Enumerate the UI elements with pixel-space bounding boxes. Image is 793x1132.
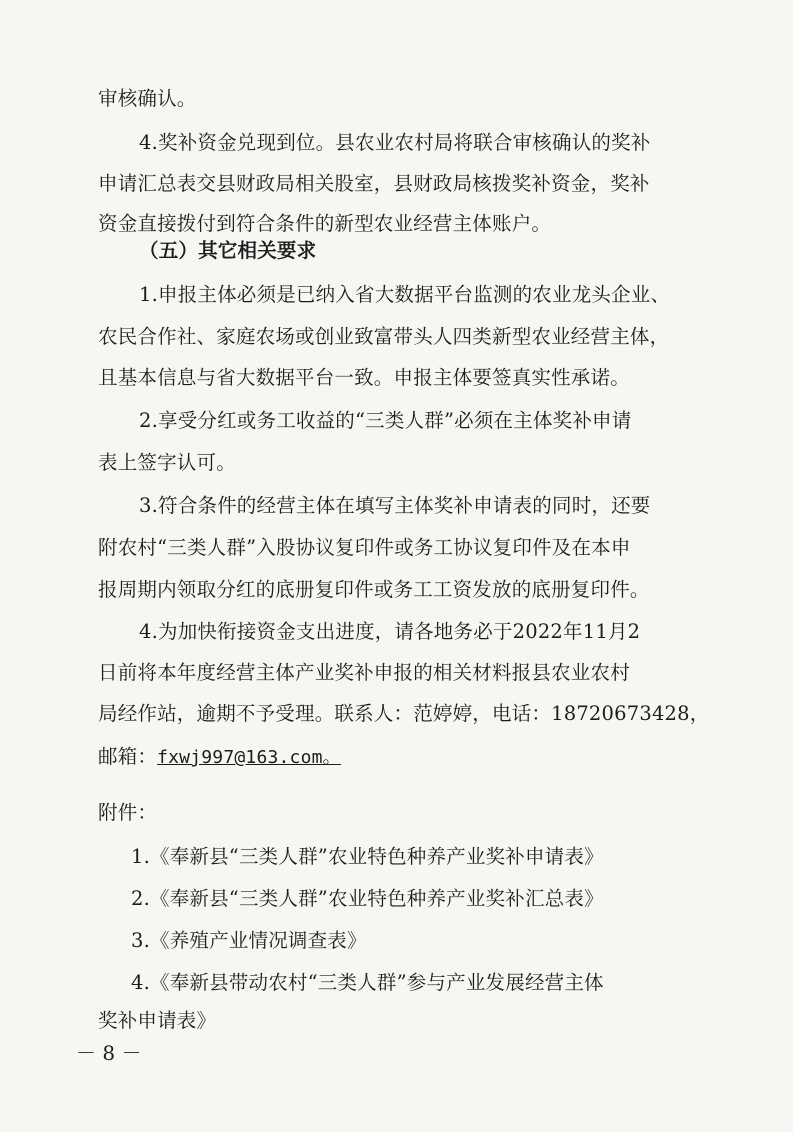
email-address: fxwj997@163.com。 xyxy=(157,747,341,768)
attachment-item: 1.《奉新县“三类人群”农业特色种养产业奖补申请表》 xyxy=(131,845,604,868)
body-line: 资金直接拨付到符合条件的新型农业经营主体账户。 xyxy=(98,212,552,235)
attachments-heading: 附件： xyxy=(98,801,158,824)
attachment-item: 3.《养殖产业情况调查表》 xyxy=(131,929,367,952)
body-line: 2.享受分红或务工收益的“三类人群”必须在主体奖补申请 xyxy=(139,409,632,432)
body-line: 附农村“三类人群”入股协议复印件或务工协议复印件及在本申 xyxy=(98,536,631,559)
body-line: 申请汇总表交县财政局相关股室，县财政局核拨奖补资金，奖补 xyxy=(98,172,650,195)
attachment-item-continued: 奖补申请表》 xyxy=(98,1009,217,1032)
body-line: 4.为加快衔接资金支出进度，请各地务必于2022年11月2 xyxy=(139,620,641,643)
page-number: － 8 － xyxy=(76,1041,142,1065)
body-line: 表上签字认可。 xyxy=(98,451,236,474)
email-label: 邮箱： xyxy=(98,745,158,768)
body-line: 审核确认。 xyxy=(98,87,197,110)
email-line xyxy=(98,745,341,770)
body-line: 日前将本年度经营主体产业奖补申报的相关材料报县农业农村 xyxy=(98,661,630,684)
section-heading: （五）其它相关要求 xyxy=(139,239,317,262)
body-line: 且基本信息与省大数据平台一致。申报主体要签真实性承诺。 xyxy=(98,366,630,389)
attachment-item: 2.《奉新县“三类人群”农业特色种养产业奖补汇总表》 xyxy=(131,887,604,910)
body-line: 1.申报主体必须是已纳入省大数据平台监测的农业龙头企业、 xyxy=(139,283,671,306)
body-line: 农民合作社、家庭农场或创业致富带头人四类新型农业经营主体， xyxy=(98,325,670,348)
body-line: 局经作站，逾期不予受理。联系人：范婷婷，电话：18720673428， xyxy=(98,702,710,725)
body-line: 4.奖补资金兑现到位。县农业农村局将联合审核确认的奖补 xyxy=(139,131,651,154)
attachment-item: 4.《奉新县带动农村“三类人群”参与产业发展经营主体 xyxy=(131,971,604,994)
body-line: 报周期内领取分红的底册复印件或务工工资发放的底册复印件。 xyxy=(98,578,650,601)
body-line: 3.符合条件的经营主体在填写主体奖补申请表的同时，还要 xyxy=(139,494,651,517)
